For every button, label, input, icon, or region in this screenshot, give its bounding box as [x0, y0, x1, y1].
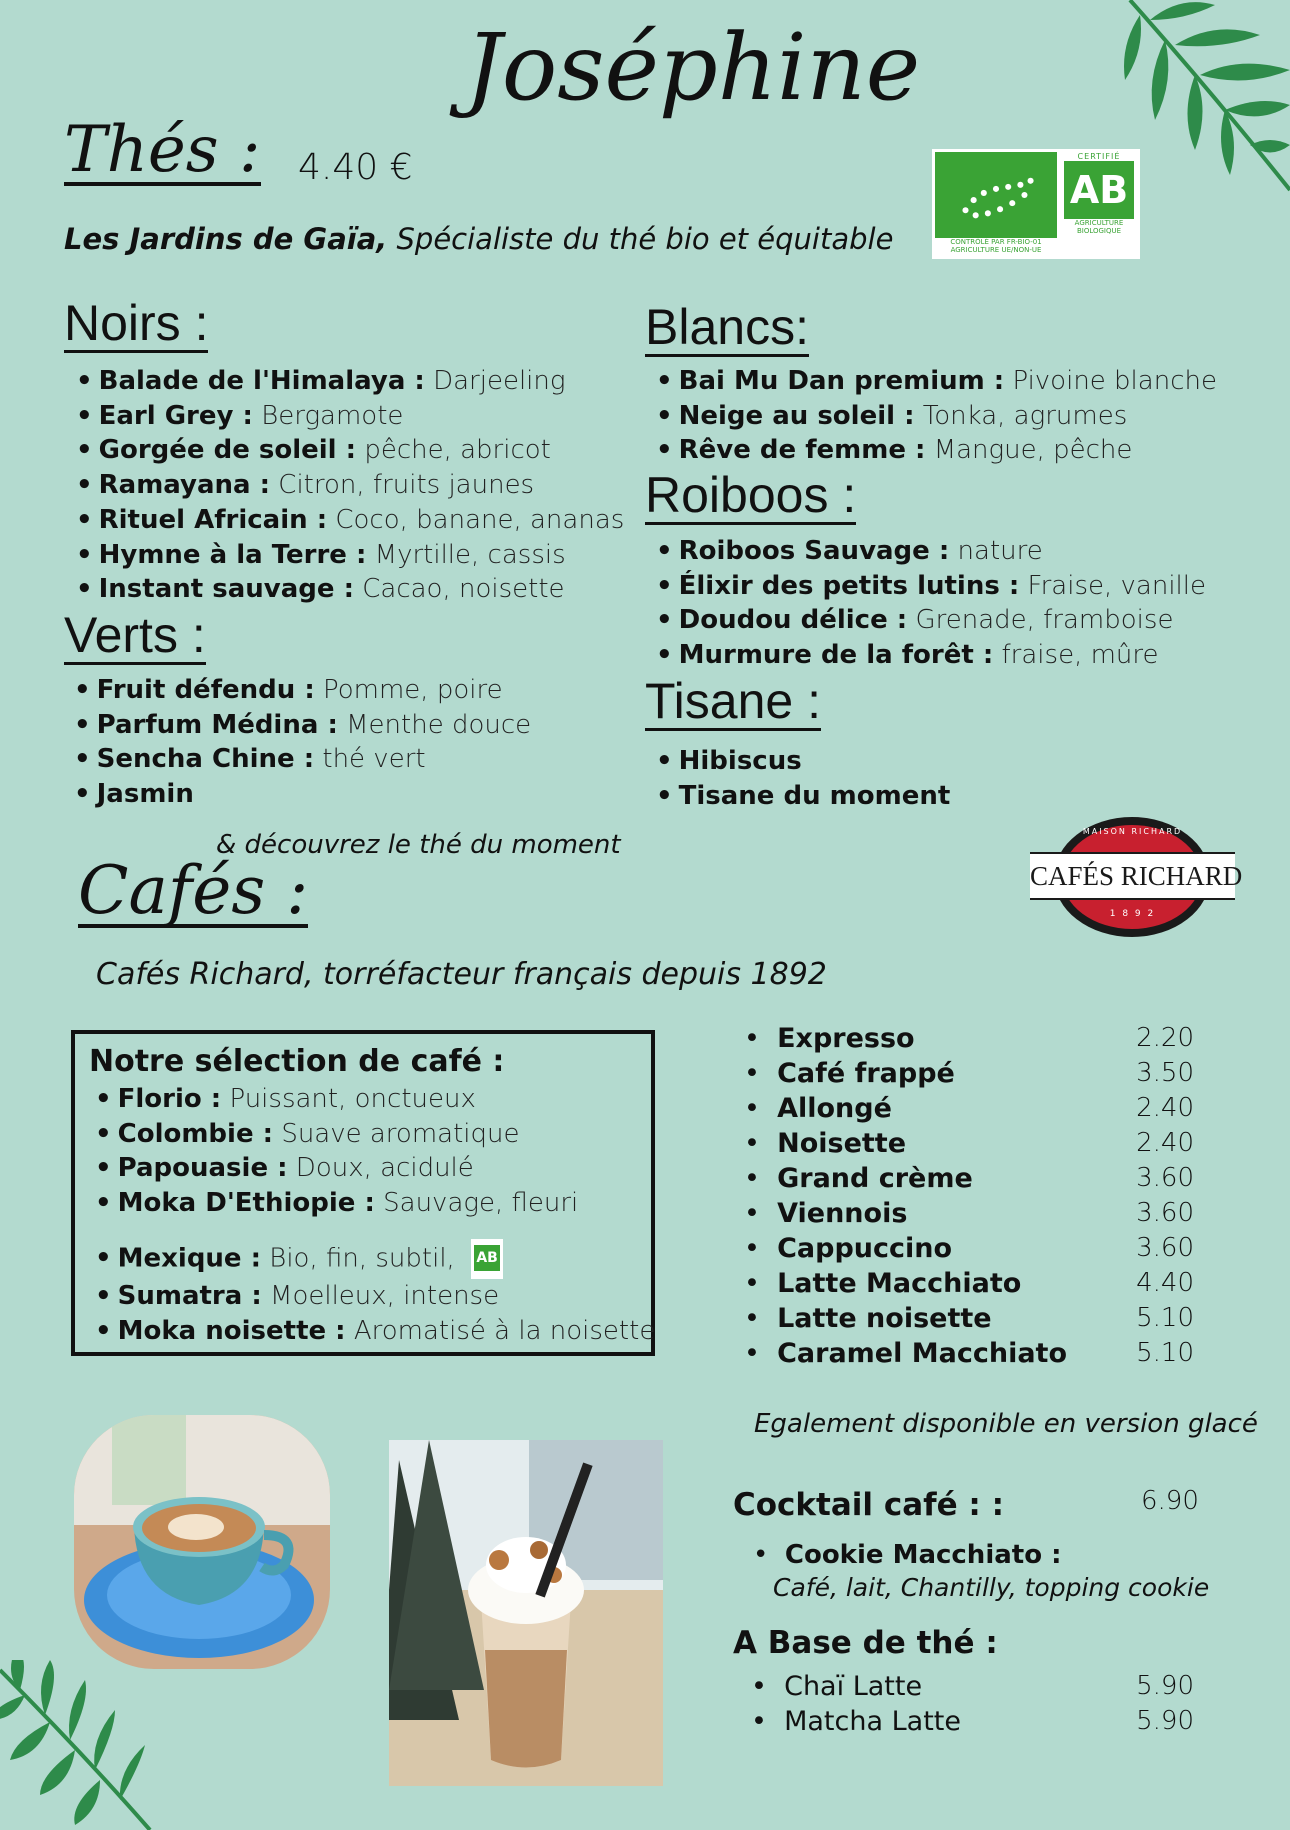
- list-item: • Neige au soleil : Tonka, agrumes: [656, 399, 1217, 434]
- ab-top-text: CERTIFIÉ: [1077, 152, 1121, 161]
- list-item: • Florio : Puissant, onctueux: [95, 1082, 651, 1117]
- thes-tagline: Spécialiste du thé bio et équitable: [396, 222, 894, 256]
- list-item: • Colombie : Suave aromatique: [95, 1117, 651, 1152]
- list-item: • Roiboos Sauvage : nature: [656, 534, 1206, 569]
- list-item: • Élixir des petits lutins : Fraise, vanille: [656, 569, 1206, 604]
- thes-brand: Les Jardins de Gaïa,: [64, 222, 388, 256]
- list-item: • Parfum Médina : Menthe douce: [74, 708, 531, 743]
- selection-heading: Notre sélection de café :: [89, 1044, 505, 1079]
- list-item: • Balade de l'Himalaya : Darjeeling: [76, 364, 624, 399]
- cafes-heading: Cafés :: [78, 852, 309, 929]
- cocktail-item-name: Cookie Macchiato :: [784, 1540, 1062, 1570]
- richard-logo-top: MAISON RICHARD: [1082, 827, 1183, 836]
- list-item: • Moka noisette : Aromatisé à la noisette: [95, 1314, 651, 1349]
- list-item: • Viennois 3.60: [744, 1198, 1194, 1229]
- list-item: • Papouasie : Doux, acidulé: [95, 1151, 651, 1186]
- ab-logo: [1061, 152, 1137, 256]
- blancs-heading: Blancs:: [645, 299, 809, 355]
- cookie-macchiato-photo: [389, 1440, 663, 1786]
- list-item: • Grand crème 3.60: [744, 1163, 1194, 1194]
- base-the-list: [751, 1669, 1194, 1739]
- list-item: • Gorgée de soleil : pêche, abricot: [76, 433, 624, 468]
- list-item: • Latte noisette 5.10: [744, 1303, 1194, 1334]
- list-item: • Earl Grey : Bergamote: [76, 399, 624, 434]
- verts-heading: Verts :: [64, 607, 206, 663]
- list-item: • Latte Macchiato 4.40: [744, 1268, 1194, 1299]
- noirs-heading: Noirs :: [64, 295, 209, 351]
- bio-logos: [932, 149, 1140, 259]
- selection-box: [71, 1030, 655, 1356]
- roiboos-heading: Roiboos :: [645, 467, 857, 523]
- cocktail-heading: Cocktail café : :: [733, 1487, 1005, 1523]
- cappuccino-photo: [74, 1415, 330, 1669]
- cocktail-price: 6.90: [1141, 1486, 1199, 1516]
- tisane-list: [656, 744, 950, 813]
- list-item: • Allongé 2.40: [744, 1093, 1194, 1124]
- tisane-heading: Tisane :: [645, 673, 822, 729]
- list-item: • Sumatra : Moelleux, intense: [95, 1279, 651, 1314]
- thes-price: 4.40 €: [298, 147, 413, 188]
- cocktail-item: • Cookie Macchiato :: [753, 1540, 1062, 1570]
- list-item: • Expresso 2.20: [744, 1023, 1194, 1054]
- richard-logo-year: 1 8 9 2: [1109, 909, 1156, 919]
- glace-note: Egalement disponible en version glacé: [754, 1409, 1258, 1439]
- list-item: • Ramayana : Citron, fruits jaunes: [76, 468, 624, 503]
- palm-leaf-top-right-icon: [1120, 0, 1290, 210]
- eu-organic-logo: [935, 152, 1057, 256]
- decouvrez-note: & découvrez le thé du moment: [216, 830, 621, 860]
- selection-list: [95, 1082, 656, 1348]
- list-item: • Moka D'Ethiopie : Sauvage, fleuri: [95, 1186, 651, 1221]
- ab-mark: AB: [1064, 161, 1134, 219]
- list-item: • Murmure de la forêt : fraise, mûre: [656, 638, 1206, 673]
- blancs-list: [656, 364, 1217, 468]
- richard-logo-name: CAFÉS RICHARD: [1030, 861, 1243, 891]
- ab-bottom-text: AGRICULTURE BIOLOGIQUE: [1074, 219, 1124, 235]
- roiboos-list: [656, 534, 1206, 673]
- list-item: • Bai Mu Dan premium : Pivoine blanche: [656, 364, 1217, 399]
- cafes-tagline: Cafés Richard, torréfacteur français depuis 1892: [96, 957, 827, 992]
- list-item: • Sencha Chine : thé vert: [74, 742, 531, 777]
- list-item: • Noisette 2.40: [744, 1128, 1194, 1159]
- list-item: • Hibiscus: [656, 744, 950, 779]
- list-item: • Café frappé 3.50: [744, 1058, 1194, 1089]
- noirs-list: [76, 364, 624, 607]
- thes-brand-line: [64, 222, 893, 256]
- list-item: • Mexique : Bio, fin, subtil, AB: [95, 1239, 651, 1279]
- eu-logo-text: CONTRÔLÉ PAR FR-BIO-01 AGRICULTURE UE/NON-UE: [950, 238, 1042, 254]
- list-item: • Doudou délice : Grenade, framboise: [656, 603, 1206, 638]
- list-item: • Rituel Africain : Coco, banane, ananas: [76, 503, 624, 538]
- thes-heading: Thés :: [64, 113, 261, 187]
- list-item: • Chaï Latte 5.90: [751, 1671, 1194, 1702]
- drinks-list: [744, 1021, 1194, 1371]
- verts-list: [74, 673, 531, 812]
- list-item: • Rêve de femme : Mangue, pêche: [656, 433, 1217, 468]
- palm-leaf-bottom-left-icon: [0, 1660, 170, 1830]
- ab-small-icon: AB: [471, 1239, 503, 1279]
- eu-leaf-icon: [935, 152, 1057, 238]
- list-item: • Hymne à la Terre : Myrtille, cassis: [76, 538, 624, 573]
- list-item: • Caramel Macchiato 5.10: [744, 1338, 1194, 1369]
- list-item: • Cappuccino 3.60: [744, 1233, 1194, 1264]
- cocktail-item-desc: Café, lait, Chantilly, topping cookie: [773, 1573, 1210, 1602]
- list-item: • Jasmin: [74, 777, 531, 812]
- list-item: • Matcha Latte 5.90: [751, 1706, 1194, 1737]
- base-the-heading: A Base de thé :: [733, 1625, 998, 1661]
- list-item: • Fruit défendu : Pomme, poire: [74, 673, 531, 708]
- cafes-richard-logo: [1030, 815, 1243, 940]
- list-item: • Instant sauvage : Cacao, noisette: [76, 572, 624, 607]
- list-item: • Tisane du moment: [656, 779, 950, 814]
- page-title: Joséphine: [465, 14, 921, 121]
